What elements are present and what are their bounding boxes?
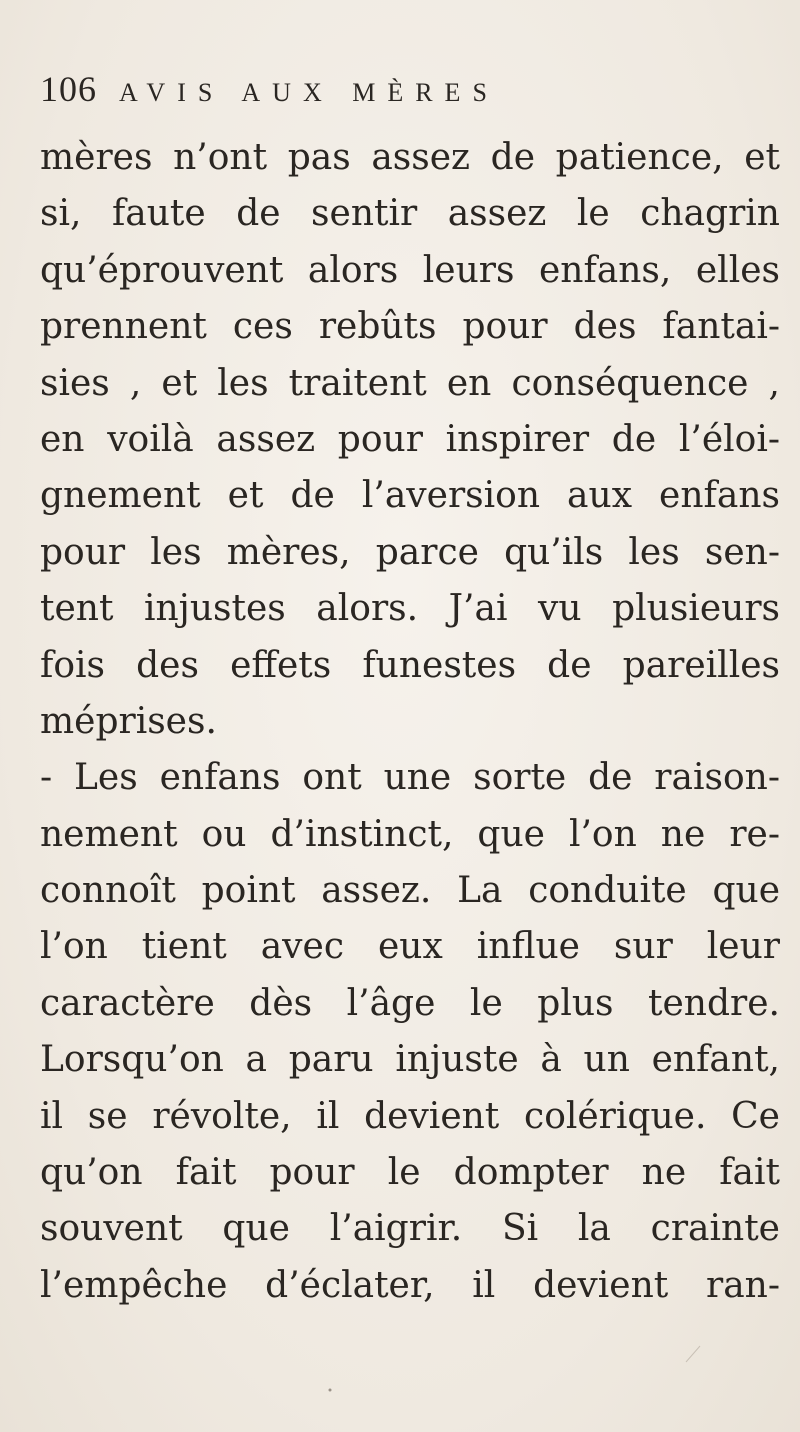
text-line: souvent que l’aigrir. Si la crainte [40,1208,780,1250]
text-line: l’empêche d’éclater, il devient ran- [40,1264,780,1306]
text-line-paragraph-start: - Les enfans ont une sorte de raison- [40,757,780,799]
text-line: sies , et les traitent en conséquence , [40,362,780,404]
text-line: caractère dès l’âge le plus tendre. [40,982,780,1024]
page-header [40,68,499,108]
text-line: l’on tient avec eux influe sur leur [40,926,780,968]
text-line: mères n’ont pas assez de patience, et [40,137,780,178]
text-line: en voilà assez pour inspirer de l’éloi- [40,418,780,460]
page-number: 106 [40,69,97,109]
running-head: AVIS AUX MÈRES [119,78,499,107]
text-line: fois des effets funestes de pareilles [40,644,780,686]
text-line: Lorsqu’on a paru injuste à un enfant, [40,1039,780,1081]
text-line: il se révolte, il devient colérique. Ce [40,1095,780,1137]
text-line: si, faute de sentir assez le chagrin [40,193,780,235]
body-text [40,130,780,1314]
text-line: gnement et de l’aversion aux enfans [40,475,780,517]
text-line: connoît point assez. La conduite que [40,870,780,912]
text-line: qu’éprouvent alors leurs enfans, elles [40,249,780,291]
text-line: tent injustes alors. J’ai vu plusieurs [40,588,780,630]
paper-mark [686,1346,700,1362]
paper-speck [329,1389,332,1392]
text-line: qu’on fait pour le dompter ne fait [40,1152,780,1194]
text-line: nement ou d’instinct, que l’on ne re- [40,813,780,855]
text-line-paragraph-end: méprises. [40,700,217,742]
text-line: prennent ces rebûts pour des fantai- [40,306,780,348]
text-line: pour les mères, parce qu’ils les sen- [40,531,780,573]
